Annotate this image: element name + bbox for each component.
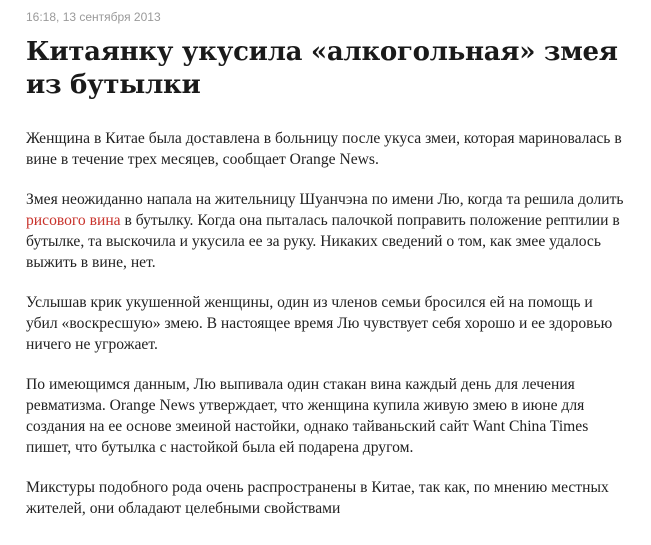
publish-timestamp: 16:18, 13 сентября 2013 (26, 10, 161, 24)
paragraph-1: Женщина в Китае была доставлена в больницу после укуса змеи, которая мариновалась в вине в течение трех месяцев, сообщает Orange News. (26, 130, 622, 168)
paragraph-2-text-before: Змея неожиданно напала на жительницу Шуанчэна по имени Лю, когда та решила долить (26, 191, 624, 208)
article-body (26, 128, 626, 538)
article-title: Китаянку укусила «алкогольная» змея из бутылки (26, 37, 618, 100)
paragraph-3: Услышав крик укушенной женщины, один из членов семьи бросился ей на помощь и убил «воскресшую» змею. В настоящее время Лю чувствует себя хорошо и ее здоровью ничего не угрожает. (26, 294, 613, 353)
paragraph-4: По имеющимся данным, Лю выпивала один стакан вина каждый день для лечения ревматизма. Orange News утверждает, что женщина купила живую змею в июне для создания на ее основе змеиной настойки, однако тайваньский сайт Want China Times пишет, что бутылка с настойкой была ей подарена другом. (26, 376, 589, 456)
paragraph-2-text-after: в бутылку. Когда она пыталась палочкой поправить положение рептилии в бутылке, та выскочила и укусила ее за руку. Никаких сведений о том, как змее удалось выжить в вине, нет. (26, 212, 620, 271)
paragraph-2 (26, 189, 626, 273)
paragraph-5: Микстуры подобного рода очень распространены в Китае, так как, по мнению местных жителей, они обладают целебными свойствами (26, 479, 609, 517)
rice-wine-link[interactable]: рисового вина (26, 212, 121, 229)
